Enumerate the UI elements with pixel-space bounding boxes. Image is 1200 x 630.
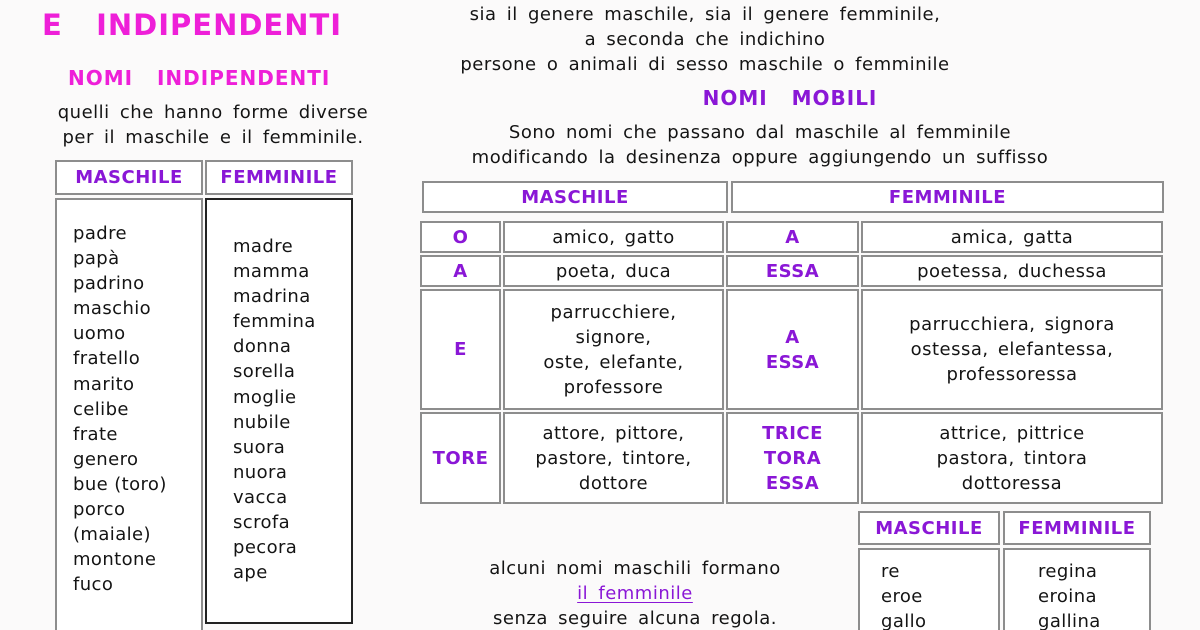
list-item: eroina: [1038, 586, 1097, 607]
intro-line-2: a seconda che indichino: [584, 29, 826, 50]
desc-line-2: per il maschile e il femminile.: [62, 127, 364, 148]
list-item: donna: [233, 336, 292, 358]
list-item: madre: [233, 236, 294, 257]
list-item: bue (toro): [73, 473, 167, 495]
row4-f-word-line: attrice, pittrice: [939, 422, 1085, 444]
small-header-maschile: [858, 511, 1000, 545]
small-header-femminile: [1003, 511, 1151, 545]
list-item: montone: [73, 549, 157, 571]
page-title: E INDIPENDENTI: [42, 8, 343, 42]
row3-f-word-line: ostessa, elefantessa,: [910, 339, 1114, 360]
feminine-link[interactable]: il femminile: [577, 583, 693, 604]
row3-m-ending-label: E: [454, 339, 467, 360]
row1-m-ending-label: O: [452, 226, 469, 248]
intro-text: [420, 2, 990, 77]
row4-f-ending-line: TRICE: [762, 422, 823, 444]
row3-f-ending-line: A: [785, 326, 800, 348]
small-maschile-box: [858, 548, 1000, 630]
list-item: scrofa: [233, 512, 291, 534]
left-header-femminile: [205, 160, 353, 195]
list-item: nuora: [233, 461, 288, 483]
mobili-header-maschile: [422, 181, 728, 213]
row3-m-words: [503, 289, 724, 410]
list-item: moglie: [233, 386, 297, 408]
list-item: re: [881, 561, 900, 582]
row4-f-ending-line: TORA: [763, 447, 822, 469]
intro-line-1: sia il genere maschile, sia il genere femminile,: [469, 4, 941, 25]
row2-m-ending: [420, 255, 501, 287]
mobili-description: [440, 120, 1080, 170]
irregular-line-1: alcuni nomi maschili formano: [489, 558, 781, 579]
row2-m-words-text: poeta, duca: [555, 260, 672, 282]
list-item: gallo: [881, 611, 927, 630]
row3-f-ending: [726, 289, 859, 410]
row1-f-ending-label: A: [785, 226, 800, 248]
row4-f-word-line: pastora, tintora: [936, 447, 1088, 469]
mobili-header-femminile-label: FEMMINILE: [888, 186, 1007, 208]
section-title-indipendenti: NOMI INDIPENDENTI: [68, 66, 331, 90]
list-item: eroe: [881, 586, 923, 607]
row1-f-words-text: amica, gatta: [950, 226, 1074, 248]
row3-m-word-line: professore: [563, 376, 664, 398]
list-item: padrino: [73, 273, 145, 295]
row1-m-ending: [420, 221, 501, 253]
list-item: femmina: [233, 311, 316, 333]
row3-f-word-line: parrucchiera, signora: [909, 314, 1115, 335]
list-item: pecora: [233, 537, 298, 559]
list-item: maschio: [73, 298, 152, 320]
femminile-list: [233, 234, 316, 585]
list-item: fratello: [73, 348, 141, 370]
row3-m-words-text: [543, 300, 683, 400]
list-item: sorella: [233, 361, 296, 383]
row2-f-ending-label: ESSA: [765, 260, 820, 282]
row1-f-words: [861, 221, 1163, 253]
row4-f-ending: [726, 412, 859, 504]
row2-f-words: [861, 255, 1163, 287]
row4-f-ending-line: ESSA: [765, 472, 820, 494]
row3-f-words: [861, 289, 1163, 410]
row4-m-word-line: pastore, tintore,: [535, 447, 692, 469]
left-header-femminile-label: FEMMINILE: [220, 167, 338, 188]
small-header-maschile-label: MASCHILE: [875, 517, 983, 539]
list-item: porco: [73, 499, 126, 521]
left-header-maschile: [55, 160, 203, 195]
row4-m-word-line: attore, pittore,: [542, 422, 685, 444]
row2-m-ending-label: A: [453, 260, 468, 282]
row4-f-word-line: dottoressa: [961, 472, 1063, 494]
list-item: marito: [73, 373, 135, 395]
list-item: gallina: [1038, 611, 1101, 630]
row4-f-words: [861, 412, 1163, 504]
list-item: regina: [1038, 561, 1098, 582]
list-item: papà: [73, 248, 120, 270]
maschile-list: [73, 221, 167, 597]
list-item: suora: [233, 436, 286, 458]
row2-m-words: [503, 255, 724, 287]
row4-m-words-text: [535, 421, 691, 496]
row1-m-words: [503, 221, 724, 253]
row4-m-ending: [420, 412, 501, 504]
mobili-line-2: modificando la desinenza oppure aggiungendo un suffisso: [471, 147, 1049, 168]
list-item: madrina: [233, 286, 311, 308]
row4-m-ending-label: TORE: [432, 447, 489, 469]
row3-m-word-line: oste, elefante,: [543, 351, 684, 373]
irregular-line-2: [440, 581, 830, 606]
row3-m-word-line: parrucchiere,: [550, 301, 677, 323]
left-header-maschile-label: MASCHILE: [75, 167, 183, 188]
list-item: ape: [233, 562, 268, 584]
irregular-description: [440, 556, 830, 630]
intro-line-3: persone o animali di sesso maschile o femminile: [460, 54, 950, 75]
row3-f-ending-line: ESSA: [765, 351, 820, 373]
small-maschile-list: [881, 559, 926, 630]
list-item: genero: [73, 448, 139, 470]
mobili-header-maschile-label: MASCHILE: [521, 186, 629, 208]
list-item: fuco: [73, 574, 114, 596]
row4-m-words: [503, 412, 724, 504]
list-item: padre: [73, 223, 127, 244]
row3-f-words-text: [909, 312, 1115, 387]
list-item: (maiale): [73, 524, 151, 546]
mobili-header-femminile: [731, 181, 1164, 213]
small-femminile-list: [1038, 559, 1101, 630]
row1-m-words-text: amico, gatto: [552, 226, 675, 248]
list-item: nubile: [233, 411, 291, 433]
row4-f-words-text: [937, 421, 1088, 496]
list-item: mamma: [233, 261, 310, 283]
mobili-line-1: Sono nomi che passano dal maschile al femminile: [508, 122, 1012, 143]
list-item: celibe: [73, 398, 129, 420]
irregular-line-3: senza seguire alcuna regola.: [493, 608, 777, 629]
section-title-mobili: NOMI MOBILI: [702, 86, 878, 110]
row4-m-word-line: dottore: [578, 472, 649, 494]
row2-f-ending: [726, 255, 859, 287]
row2-f-words-text: poetessa, duchessa: [917, 260, 1107, 282]
list-item: uomo: [73, 323, 126, 345]
row3-m-word-line: signore,: [575, 326, 652, 348]
desc-line-1: quelli che hanno forme diverse: [57, 102, 369, 123]
indipendenti-description: [30, 100, 396, 150]
row3-f-ending-label: [766, 325, 819, 375]
row1-f-ending: [726, 221, 859, 253]
small-header-femminile-label: FEMMINILE: [1018, 517, 1136, 539]
list-item: frate: [73, 423, 118, 445]
row3-f-word-line: professoressa: [946, 364, 1078, 385]
row4-f-ending-label: [762, 421, 823, 496]
row3-m-ending: [420, 289, 501, 410]
list-item: vacca: [233, 486, 288, 508]
